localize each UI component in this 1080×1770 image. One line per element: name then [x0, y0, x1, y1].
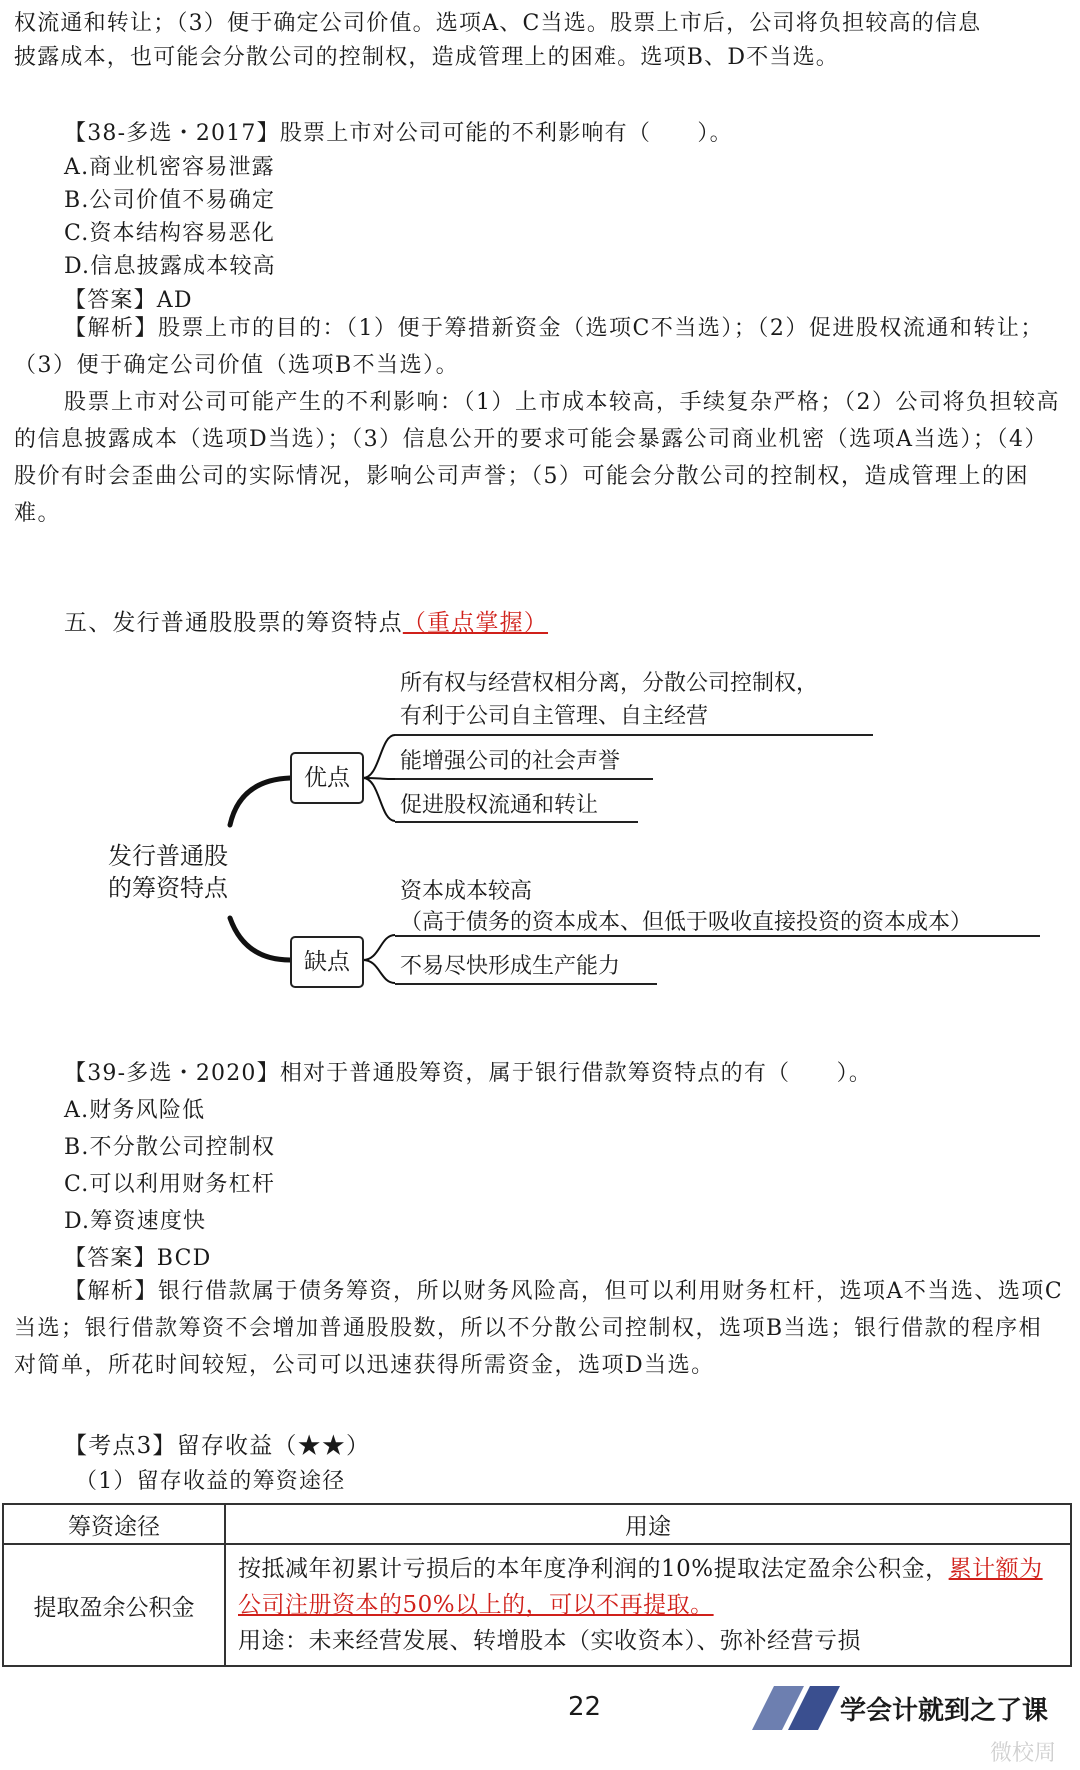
table-cell-channel: 提取盈余公积金	[3, 1544, 225, 1666]
q38-title: 【38-多选・2017】股票上市对公司可能的不利影响有（ ）。	[64, 121, 733, 146]
branch-adv-3	[363, 778, 395, 821]
q38-analysis-2: 股票上市对公司可能产生的不利影响：（1）上市成本较高，手续复杂严格；（2）公司将负担较高的信息披露成本（选项D当选）；（3）信息公开的要求可能会暴露公司商业机密（选项A当选）；（4）股价有时会歪曲公司的实际情况，影响公司声誉；（5）可能会分散公司的控制权，造成管理上的困难。	[14, 390, 1060, 526]
brand-logo-icon	[752, 1684, 842, 1732]
q38-answer: 【答案】AD	[64, 288, 193, 313]
q39-option-b: B.不分散公司控制权	[64, 1135, 276, 1160]
advantage-item-1a: 所有权与经营权相分离，分散公司控制权，	[400, 671, 819, 696]
brand-slogan: 学会计就到之了课	[840, 1696, 1049, 1726]
disadvantage-item-1a: 资本成本较高	[400, 879, 533, 904]
disadvantage-underline-1	[395, 935, 1040, 937]
branch-dis-1	[363, 935, 395, 960]
table-cell-use	[225, 1544, 1071, 1666]
q38-analysis-1: 【解析】股票上市的目的：（1）便于筹措新资金（选项C不当选）；（2）促进股权流通和转让；（3）便于确定公司价值（选项B不当选）。	[14, 316, 1044, 378]
connector-advantages	[230, 778, 290, 825]
branch-adv-1	[363, 735, 395, 778]
retained-earnings-table	[2, 1503, 1072, 1667]
table-header-row	[3, 1504, 1071, 1544]
kp3-subtitle: （1）留存收益的筹资途径	[75, 1469, 346, 1494]
mindmap-root-line-2: 的筹资特点	[108, 874, 228, 902]
page-number: 22	[568, 1692, 602, 1722]
disadvantage-item-1b: （高于债务的资本成本、但低于吸收直接投资的资本成本）	[400, 910, 973, 935]
mindmap-root-line-1: 发行普通股	[108, 842, 228, 870]
advantage-item-1b: 有利于公司自主管理、自主经营	[400, 704, 709, 729]
table-cell-text-red: 累计额为公司注册资本的50%以上的，可以不再提取。	[238, 1556, 1043, 1618]
branch-dis-2	[363, 960, 395, 983]
mindmap-root	[108, 840, 228, 904]
advantage-underline-2	[395, 778, 653, 780]
advantage-underline-1	[395, 734, 873, 736]
disadvantages-node: 缺点	[290, 936, 364, 988]
advantage-item-3: 促进股权流通和转让	[400, 793, 599, 818]
table-header-channel: 筹资途径	[3, 1504, 225, 1544]
q39-title: 【39-多选・2020】相对于普通股筹资，属于银行借款筹资特点的有（ ）。	[64, 1061, 873, 1086]
advantage-underline-3	[395, 821, 638, 823]
intro-line-2: 披露成本，也可能会分散公司的控制权，造成管理上的困难。选项B、D不当选。	[14, 45, 840, 70]
table-row	[3, 1544, 1071, 1666]
q38-option-b: B.公司价值不易确定	[64, 188, 276, 213]
table-cell-text-2: 用途：未来经营发展、转增股本（实收资本）、弥补经营亏损	[238, 1628, 861, 1654]
q39-answer: 【答案】BCD	[64, 1246, 212, 1271]
q38-option-c: C.资本结构容易恶化	[64, 221, 276, 246]
section-5-title: 五、发行普通股股票的筹资特点	[64, 610, 403, 636]
q39-analysis: 【解析】银行借款属于债务筹资，所以财务风险高，但可以利用财务杠杆，选项A不当选、选项C当选；银行借款筹资不会增加普通股股数，所以不分散公司控制权，选项B当选；银行借款的程序相对简单，所花时间较短，公司可以迅速获得所需资金，选项D当选。	[14, 1279, 1064, 1378]
watermark: 微校周	[990, 1741, 1057, 1766]
q39-option-c: C.可以利用财务杠杆	[64, 1172, 276, 1197]
table-header-use: 用途	[225, 1504, 1071, 1544]
q38-option-d: D.信息披露成本较高	[64, 254, 276, 279]
q39-option-d: D.筹资速度快	[64, 1209, 207, 1234]
q39-option-a: A.财务风险低	[64, 1098, 206, 1123]
table-cell-text-1: 按抵减年初累计亏损后的本年度净利润的10%提取法定盈余公积金，	[238, 1556, 949, 1582]
kp3-title: 【考点3】留存收益（★★）	[64, 1433, 371, 1459]
q38-option-a: A.商业机密容易泄露	[64, 155, 275, 180]
disadvantage-item-2: 不易尽快形成生产能力	[400, 954, 621, 979]
section-5-tag: （重点掌握）	[402, 610, 549, 636]
connector-disadvantages	[230, 918, 290, 960]
advantages-node: 优点	[290, 752, 364, 804]
advantage-item-2: 能增强公司的社会声誉	[400, 749, 621, 774]
disadvantage-underline-2	[395, 983, 657, 985]
intro-line-1: 权流通和转让；（3）便于确定公司价值。选项A、C当选。股票上市后，公司将负担较高的信息	[14, 11, 982, 36]
